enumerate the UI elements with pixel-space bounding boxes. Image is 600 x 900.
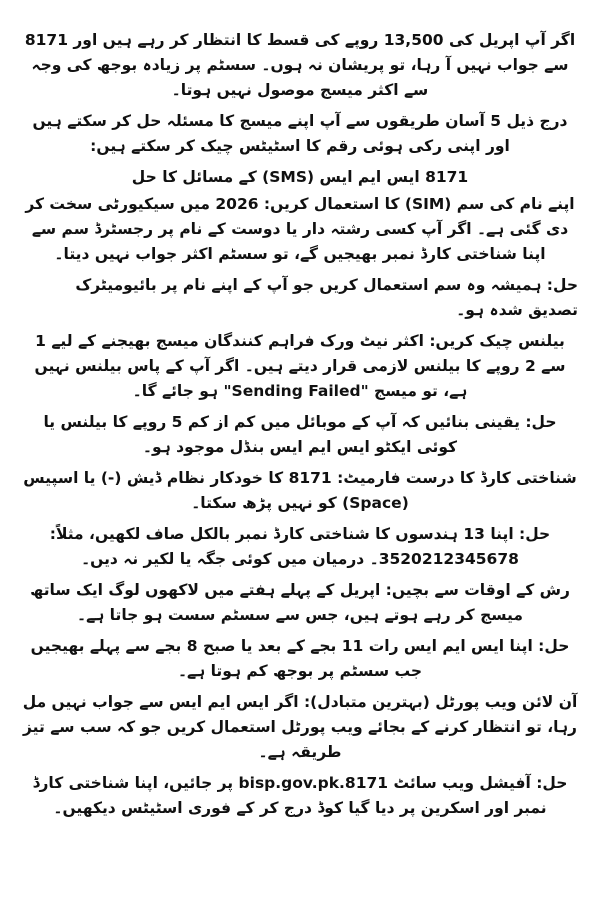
tip-cnic-format: شناختی کارڈ کا درست فارمیٹ: 8171 کا خودکار نظام ڈیش (-) یا اسپیس (Space) کو نہیں پڑھ سکتا۔	[23, 469, 577, 512]
tip-web-portal: آن لائن ویب پورٹل (بہترین متبادل): اگر ایس ایم ایس سے جواب نہیں مل رہا، تو انتظار کرنے کے بجائے ویب پورٹل استعمال کریں جو کہ سب سے تیز طریقہ ہے۔	[22, 693, 578, 761]
solution-own-sim: حل: ہمیشہ وہ سم استعمال کریں جو آپ کے اپنے نام پر بائیومیٹرک تصدیق شدہ ہو۔	[75, 276, 578, 319]
solution-web-portal: حل: آفیشل ویب سائٹ 8171.bisp.gov.pk پر جائیں، اپنا شناختی کارڈ نمبر اور اسکرین پر دیا گیا کوڈ درج کر کے فوری اسٹیٹس دیکھیں۔	[32, 774, 568, 817]
intro-paragraph: اگر آپ اپریل کی 13,500 روپے کی قسط کا انتظار کر رہے ہیں اور 8171 سے جواب نہیں آ رہا، تو پریشان نہ ہوں۔ سسٹم پر زیادہ بوجھ کی وجہ سے اکثر میسج موصول نہیں ہوتا۔	[24, 31, 576, 99]
tip-rush-hours: رش کے اوقات سے بچیں: اپریل کے پہلے ہفتے میں لاکھوں لوگ ایک ساتھ میسج کر رہے ہوتے ہیں، جس سے سسٹم سست ہو جاتا ہے۔	[30, 581, 570, 624]
tip-own-sim: اپنے نام کی سم (SIM) کا استعمال کریں: 2026 میں سیکیورٹی سخت کر دی گئی ہے۔ اگر آپ کسی رشتہ دار یا دوست کے نام پر رجسٹرڈ سم سے اپنا شناختی کارڈ نمبر بھیجیں گے، تو سسٹم اکثر جواب نہیں دیتا۔	[25, 195, 575, 263]
solution-cnic-format: حل: اپنا 13 ہندسوں کا شناختی کارڈ نمبر بالکل صاف لکھیں، مثلاً: 3520212345678۔ درمیان میں کوئی جگہ یا لکیر نہ دیں۔	[49, 525, 551, 568]
tip-balance: بیلنس چیک کریں: اکثر نیٹ ورک فراہم کنندگان میسج بھیجنے کے لیے 1 سے 2 روپے کا بیلنس لازمی قرار دیتے ہیں۔ اگر آپ کے پاس بیلنس نہیں ہے، تو میسج "Sending Failed" ہو جائے گا۔	[34, 332, 566, 400]
section-heading: 8171 ایس ایم ایس (SMS) کے مسائل کا حل	[131, 168, 469, 186]
methods-intro-paragraph: درج ذیل 5 آسان طریقوں سے آپ اپنے میسج کا مسئلہ حل کر سکتے ہیں اور اپنی رکی ہوئی رقم کا اسٹیٹس چیک کر سکتے ہیں:	[32, 112, 568, 155]
solution-rush-hours: حل: اپنا ایس ایم ایس رات 11 بجے کے بعد یا صبح 8 بجے سے پہلے بھیجیں جب سسٹم پر بوجھ کم ہوتا ہے۔	[30, 637, 570, 680]
solution-balance: حل: یقینی بنائیں کہ آپ کے موبائل میں کم از کم 5 روپے کا بیلنس یا کوئی ایکٹو ایس ایم ایس بنڈل موجود ہو۔	[43, 413, 557, 456]
